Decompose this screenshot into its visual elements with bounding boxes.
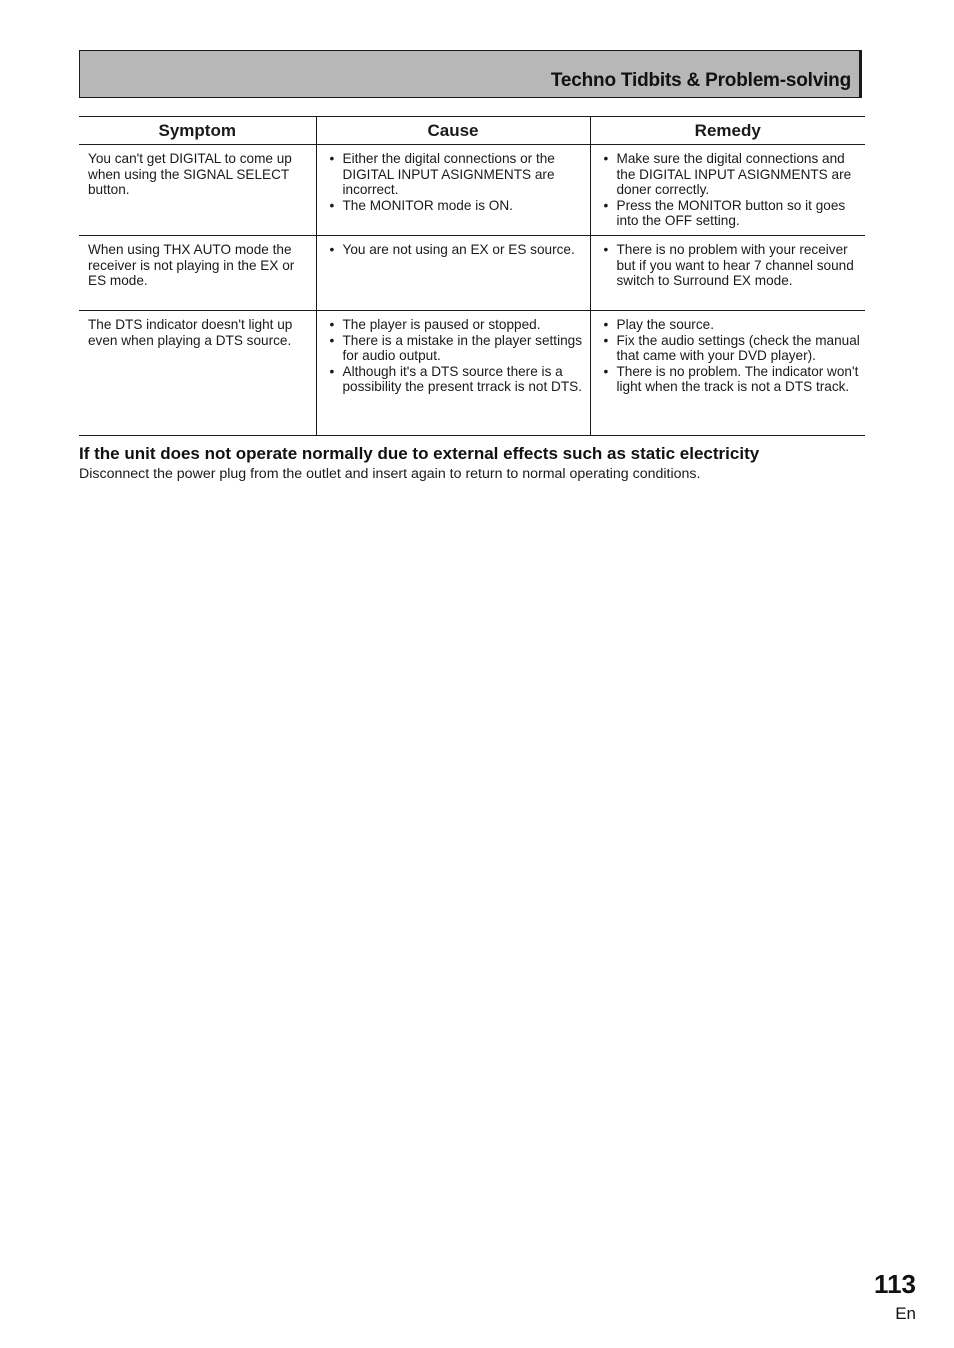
language-code: En: [895, 1304, 916, 1323]
cause-list: [326, 151, 588, 213]
cause-list: [326, 242, 588, 258]
cause-cell: [316, 310, 590, 435]
cause-cell: [316, 235, 590, 310]
list-item: • The player is paused or stopped.: [326, 317, 588, 333]
symptom-cell: The DTS indicator doesn't light up even when playing a DTS source.: [79, 310, 316, 435]
cause-list: [326, 317, 588, 395]
column-header-remedy: Remedy: [590, 117, 865, 145]
list-item: • There is a mistake in the player settings for audio output.: [326, 333, 588, 364]
list-item: • The MONITOR mode is ON.: [326, 198, 588, 214]
remedy-list: [600, 242, 864, 289]
symptom-cell: You can't get DIGITAL to come up when using the SIGNAL SELECT button.: [79, 145, 316, 236]
list-item: • Play the source.: [600, 317, 864, 333]
list-item: • Either the digital connections or the DIGITAL INPUT ASIGNMENTS are incorrect.: [326, 151, 588, 198]
static-electricity-heading: If the unit does not operate normally due to external effects such as static electricity: [79, 444, 760, 463]
remedy-cell: [590, 145, 865, 236]
remedy-cell: [590, 310, 865, 435]
list-item: • There is no problem with your receiver but if you want to hear 7 channel sound switch to Surround EX mode.: [600, 242, 864, 289]
list-item: • Press the MONITOR button so it goes into the OFF setting.: [600, 198, 864, 229]
table-row: [79, 235, 865, 310]
list-item: • Fix the audio settings (check the manual that came with your DVD player).: [600, 333, 864, 364]
remedy-cell: [590, 235, 865, 310]
page-number: 113: [874, 1269, 916, 1299]
table-header-row: [79, 117, 865, 145]
column-header-symptom: Symptom: [79, 117, 316, 145]
list-item: • Make sure the digital connections and the DIGITAL INPUT ASIGNMENTS are doner correctly.: [600, 151, 864, 198]
section-header-band: [79, 50, 862, 98]
remedy-list: [600, 317, 864, 395]
list-item: • There is no problem. The indicator won't light when the track is not a DTS track.: [600, 364, 864, 395]
cause-cell: [316, 145, 590, 236]
column-header-cause: Cause: [316, 117, 590, 145]
table-row: [79, 145, 865, 236]
remedy-list: [600, 151, 864, 229]
section-title: Techno Tidbits & Problem-solving: [550, 70, 851, 91]
table-row: [79, 310, 865, 435]
static-electricity-body: Disconnect the power plug from the outlet and insert again to return to normal operating conditions.: [79, 466, 701, 482]
troubleshooting-table: [79, 116, 865, 436]
list-item: • Although it's a DTS source there is a possibility the present trrack is not DTS.: [326, 364, 588, 395]
symptom-cell: When using THX AUTO mode the receiver is not playing in the EX or ES mode.: [79, 235, 316, 310]
list-item: • You are not using an EX or ES source.: [326, 242, 588, 258]
